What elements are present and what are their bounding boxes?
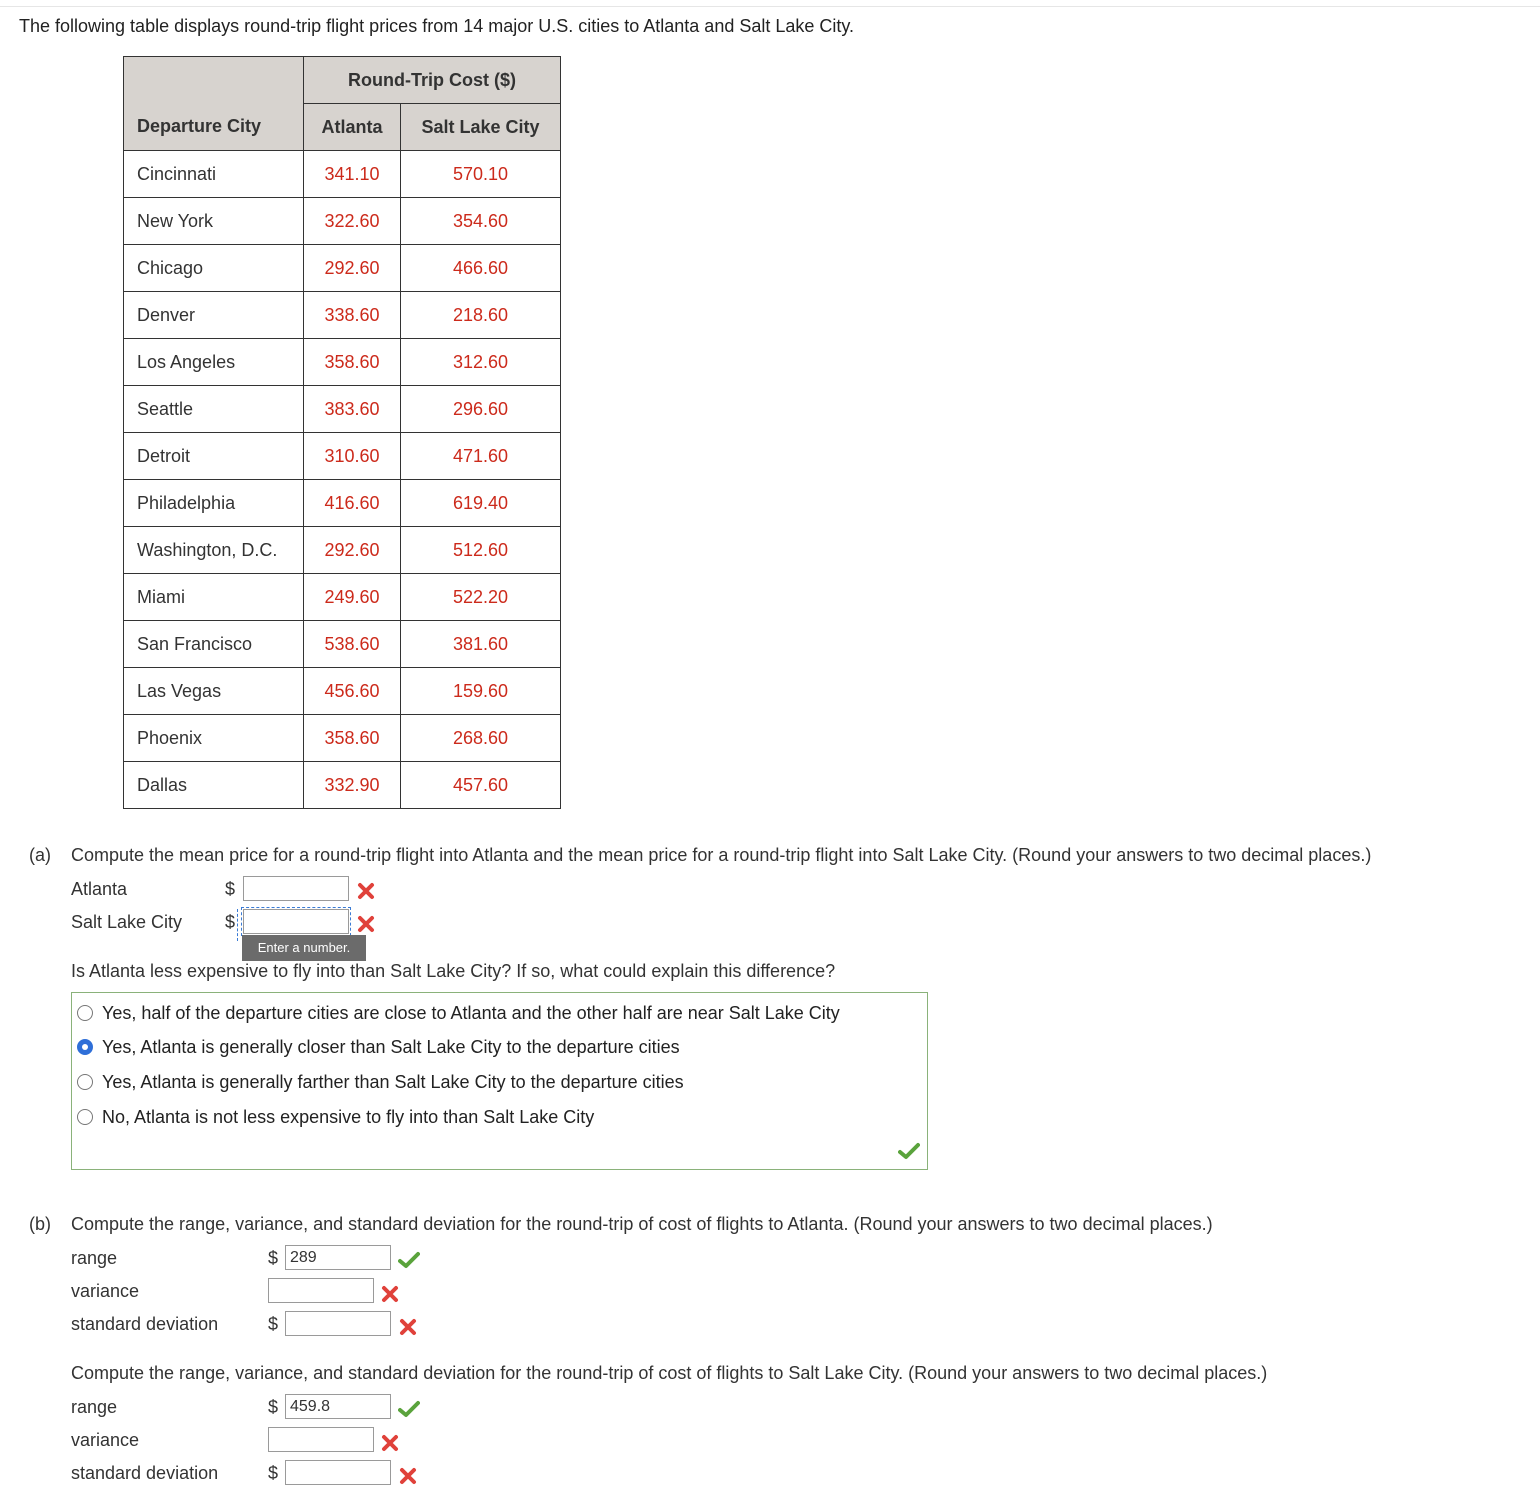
atlanta-price-cell: 292.60	[304, 527, 401, 574]
slc-price-cell: 466.60	[401, 245, 561, 292]
focus-indicator	[237, 909, 238, 941]
table-row	[124, 339, 561, 386]
slc-price-cell: 619.40	[401, 480, 561, 527]
slc-price-cell: 522.20	[401, 574, 561, 621]
part-a-tag: (a)	[29, 845, 51, 865]
incorrect-icon	[356, 914, 376, 934]
city-cell: Philadelphia	[124, 480, 304, 527]
table-row	[124, 198, 561, 245]
part-b-tag: (b)	[29, 1214, 51, 1234]
incorrect-icon	[398, 1317, 418, 1337]
table-row	[124, 762, 561, 809]
atlanta-price-cell: 292.60	[304, 245, 401, 292]
city-cell: Seattle	[124, 386, 304, 433]
dollar-sign: $	[225, 912, 236, 932]
atlanta-range-label: range	[71, 1248, 118, 1268]
atlanta-price-cell: 249.60	[304, 574, 401, 621]
slc-price-cell: 512.60	[401, 527, 561, 574]
correct-check-icon	[398, 1400, 420, 1418]
dollar-sign: $	[225, 879, 236, 899]
choice-label: No, Atlanta is not less expensive to fly into than Salt Lake City	[102, 1106, 595, 1127]
choice-label: Yes, Atlanta is generally closer than Salt Lake City to the departure cities	[102, 1036, 680, 1057]
slc-sd-input[interactable]	[285, 1460, 391, 1485]
incorrect-icon	[380, 1284, 400, 1304]
header-departure-city: Departure City	[124, 104, 304, 151]
atlanta-price-cell: 416.60	[304, 480, 401, 527]
table-row	[124, 574, 561, 621]
slc-variance-label: variance	[71, 1430, 140, 1450]
city-cell: San Francisco	[124, 621, 304, 668]
comparison-question: Is Atlanta less expensive to fly into than Salt Lake City? If so, what could explain this difference?	[71, 961, 836, 981]
correct-check-icon	[898, 1142, 920, 1160]
part-a-prompt: Compute the mean price for a round-trip flight into Atlanta and the mean price for a round-trip flight into Salt Lake City. (Round your answers to two decimal places.)	[71, 845, 1372, 865]
city-cell: Dallas	[124, 762, 304, 809]
slc-mean-label: Salt Lake City	[71, 912, 183, 932]
atlanta-price-cell: 538.60	[304, 621, 401, 668]
radio-button[interactable]	[77, 1005, 93, 1021]
table-row	[124, 245, 561, 292]
radio-button[interactable]	[77, 1109, 93, 1125]
table-row	[124, 386, 561, 433]
table-row	[124, 715, 561, 762]
atlanta-range-input[interactable]: 289	[285, 1245, 391, 1270]
slc-range-label: range	[71, 1397, 118, 1417]
radio-button-selected[interactable]	[77, 1039, 93, 1055]
dollar-sign: $	[268, 1463, 279, 1483]
atlanta-price-cell: 310.60	[304, 433, 401, 480]
choice-3[interactable]	[77, 1104, 594, 1130]
header-salt-lake-city: Salt Lake City	[401, 104, 561, 151]
slc-price-cell: 296.60	[401, 386, 561, 433]
flight-price-table	[123, 56, 561, 809]
incorrect-icon	[398, 1466, 418, 1486]
correct-check-icon	[398, 1251, 420, 1269]
slc-range-input[interactable]: 459.8	[285, 1394, 391, 1419]
slc-price-cell: 354.60	[401, 198, 561, 245]
city-cell: Detroit	[124, 433, 304, 480]
header-blank	[124, 57, 304, 104]
slc-price-cell: 159.60	[401, 668, 561, 715]
table-row	[124, 668, 561, 715]
choice-0[interactable]	[77, 1000, 840, 1026]
slc-price-cell: 457.60	[401, 762, 561, 809]
city-cell: Phoenix	[124, 715, 304, 762]
atlanta-mean-label: Atlanta	[71, 879, 128, 899]
slc-price-cell: 312.60	[401, 339, 561, 386]
atlanta-price-cell: 358.60	[304, 339, 401, 386]
table-row	[124, 527, 561, 574]
atlanta-price-cell: 358.60	[304, 715, 401, 762]
atlanta-price-cell: 322.60	[304, 198, 401, 245]
header-round-trip-cost: Round-Trip Cost ($)	[304, 57, 561, 104]
incorrect-icon	[356, 881, 376, 901]
city-cell: Washington, D.C.	[124, 527, 304, 574]
city-cell: Miami	[124, 574, 304, 621]
atlanta-price-cell: 456.60	[304, 668, 401, 715]
city-cell: Denver	[124, 292, 304, 339]
city-cell: New York	[124, 198, 304, 245]
slc-price-cell: 570.10	[401, 151, 561, 198]
atlanta-variance-label: variance	[71, 1281, 140, 1301]
choice-2[interactable]	[77, 1069, 684, 1095]
dollar-sign: $	[268, 1397, 279, 1417]
slc-mean-input[interactable]	[243, 909, 349, 934]
city-cell: Los Angeles	[124, 339, 304, 386]
city-cell: Las Vegas	[124, 668, 304, 715]
table-row	[124, 621, 561, 668]
dollar-sign: $	[268, 1314, 279, 1334]
radio-button[interactable]	[77, 1074, 93, 1090]
header-atlanta: Atlanta	[304, 104, 401, 151]
slc-price-cell: 471.60	[401, 433, 561, 480]
part-b-atlanta-prompt: Compute the range, variance, and standard deviation for the round-trip of cost of flights to Atlanta. (Round your answers to two decimal places.)	[71, 1214, 1213, 1234]
intro-text: The following table displays round-trip flight prices from 14 major U.S. cities to Atlanta and Salt Lake City.	[19, 16, 855, 36]
choice-label: Yes, half of the departure cities are close to Atlanta and the other half are near Salt Lake City	[102, 1002, 840, 1023]
atlanta-price-cell: 341.10	[304, 151, 401, 198]
enter-number-tooltip: Enter a number.	[242, 935, 366, 961]
table-row	[124, 292, 561, 339]
slc-sd-label: standard deviation	[71, 1463, 219, 1483]
answer-choices	[71, 992, 928, 1170]
atlanta-price-cell: 338.60	[304, 292, 401, 339]
atlanta-mean-input[interactable]	[243, 876, 349, 901]
atlanta-sd-label: standard deviation	[71, 1314, 219, 1334]
choice-label: Yes, Atlanta is generally farther than Salt Lake City to the departure cities	[102, 1071, 684, 1092]
atlanta-sd-input[interactable]	[285, 1311, 391, 1336]
atlanta-variance-input[interactable]	[268, 1278, 374, 1303]
table-row	[124, 480, 561, 527]
slc-variance-input[interactable]	[268, 1427, 374, 1452]
choice-1[interactable]	[77, 1034, 680, 1060]
slc-price-cell: 268.60	[401, 715, 561, 762]
atlanta-price-cell: 332.90	[304, 762, 401, 809]
atlanta-price-cell: 383.60	[304, 386, 401, 433]
slc-price-cell: 381.60	[401, 621, 561, 668]
top-divider	[0, 6, 1540, 7]
incorrect-icon	[380, 1433, 400, 1453]
table-row	[124, 433, 561, 480]
slc-price-cell: 218.60	[401, 292, 561, 339]
dollar-sign: $	[268, 1248, 279, 1268]
city-cell: Chicago	[124, 245, 304, 292]
city-cell: Cincinnati	[124, 151, 304, 198]
table-row	[124, 151, 561, 198]
part-b-slc-prompt: Compute the range, variance, and standard deviation for the round-trip of cost of flights to Salt Lake City. (Round your answers to two decimal places.)	[71, 1363, 1268, 1383]
